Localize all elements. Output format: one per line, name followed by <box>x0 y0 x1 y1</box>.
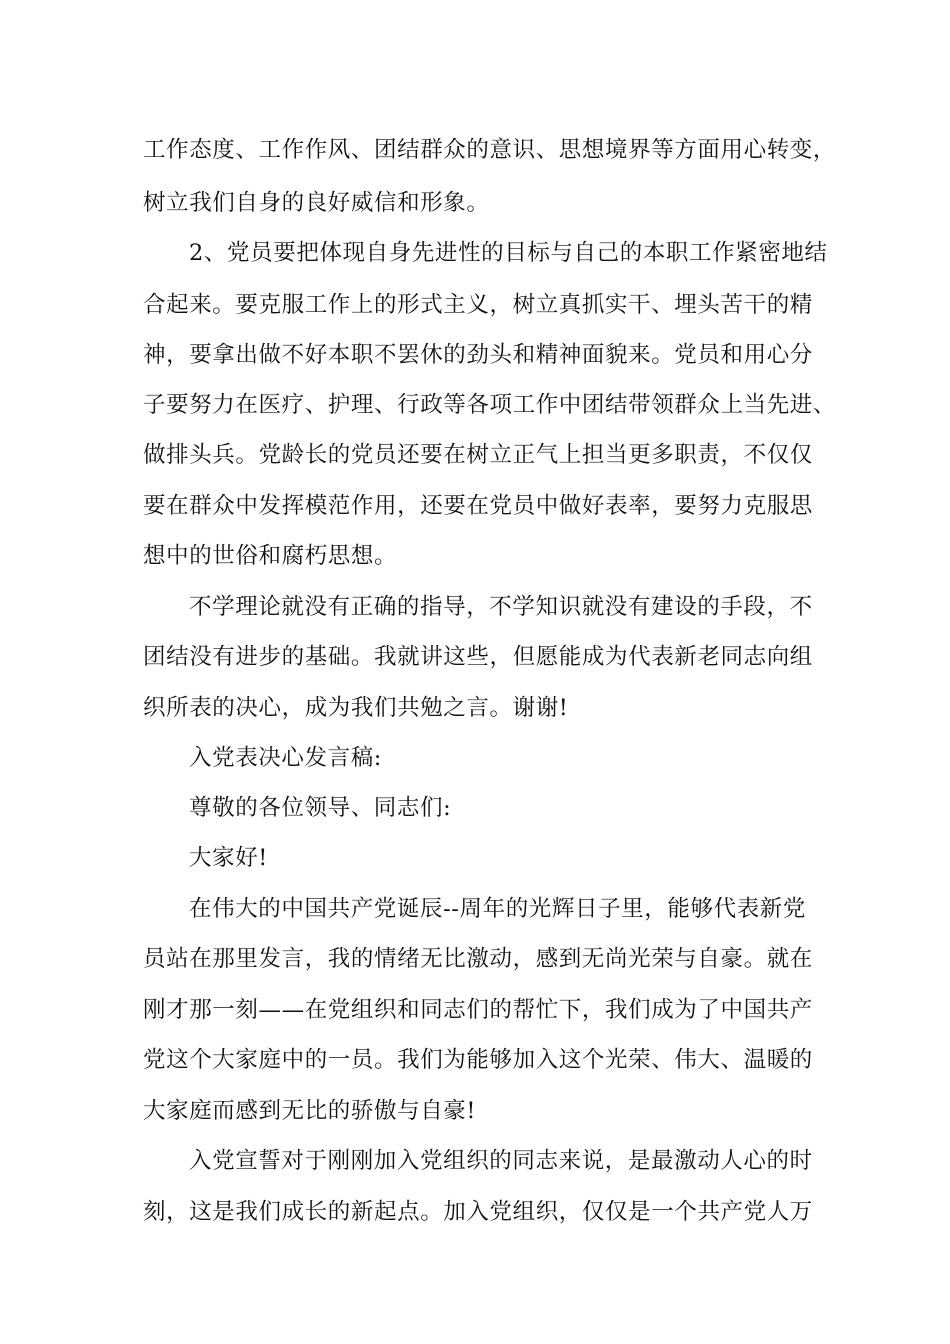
text-line: 做排头兵。党龄长的党员还要在树立正气上担当更多职责，不仅仅 <box>143 442 813 468</box>
text-line: 刻，这是我们成长的新起点。加入党组织，仅仅是一个共产党人万 <box>143 1199 813 1225</box>
text-line: 员站在那里发言，我的情绪无比激动，感到无尚光荣与自豪。就在 <box>143 946 813 972</box>
salutation: 尊敬的各位领导、同志们: <box>189 795 452 821</box>
text-line: 大家庭而感到无比的骄傲与自豪! <box>143 1098 477 1124</box>
text-line: 要在群众中发挥模范作用，还要在党员中做好表率，要努力克服思 <box>143 493 813 519</box>
text-line: 树立我们自身的良好威信和形象。 <box>143 190 490 216</box>
paragraph-start-line: 在伟大的中国共产党诞辰--周年的光辉日子里，能够代表新党 <box>189 896 807 922</box>
text-line: 刚才那一刻——在党组织和同志们的帮忙下，我们成为了中国共产 <box>143 997 813 1023</box>
text-line: 神，要拿出做不好本职不罢休的劲头和精神面貌来。党员和用心分 <box>143 342 813 368</box>
text-line: 合起来。要克服工作上的形式主义，树立真抓实干、埋头苦干的精 <box>143 292 813 318</box>
greeting: 大家好! <box>189 845 268 871</box>
text-line: 工作态度、工作作风、团结群众的意识、思想境界等方面用心转变， <box>143 137 837 163</box>
section-title: 入党表决心发言稿: <box>189 745 382 771</box>
text-line: 党这个大家庭中的一员。我们为能够加入这个光荣、伟大、温暖的 <box>143 1047 813 1073</box>
text-line: 想中的世俗和腐朽思想。 <box>143 543 398 569</box>
text-line: 织所表的决心，成为我们共勉之言。谢谢! <box>143 695 569 721</box>
paragraph-start-line: 不学理论就没有正确的指导，不学知识就没有建设的手段，不 <box>189 594 813 620</box>
text-line: 团结没有进步的基础。我就讲这些，但愿能成为代表新老同志向组 <box>143 644 813 670</box>
paragraph-start-line: 入党宣誓对于刚刚加入党组织的同志来说，是最激动人心的时 <box>189 1148 813 1174</box>
text-line: 子要努力在医疗、护理、行政等各项工作中团结带领群众上当先进、 <box>143 392 837 418</box>
paragraph-start-line: 2、党员要把体现自身先进性的目标与自己的本职工作紧密地结 <box>189 240 828 266</box>
